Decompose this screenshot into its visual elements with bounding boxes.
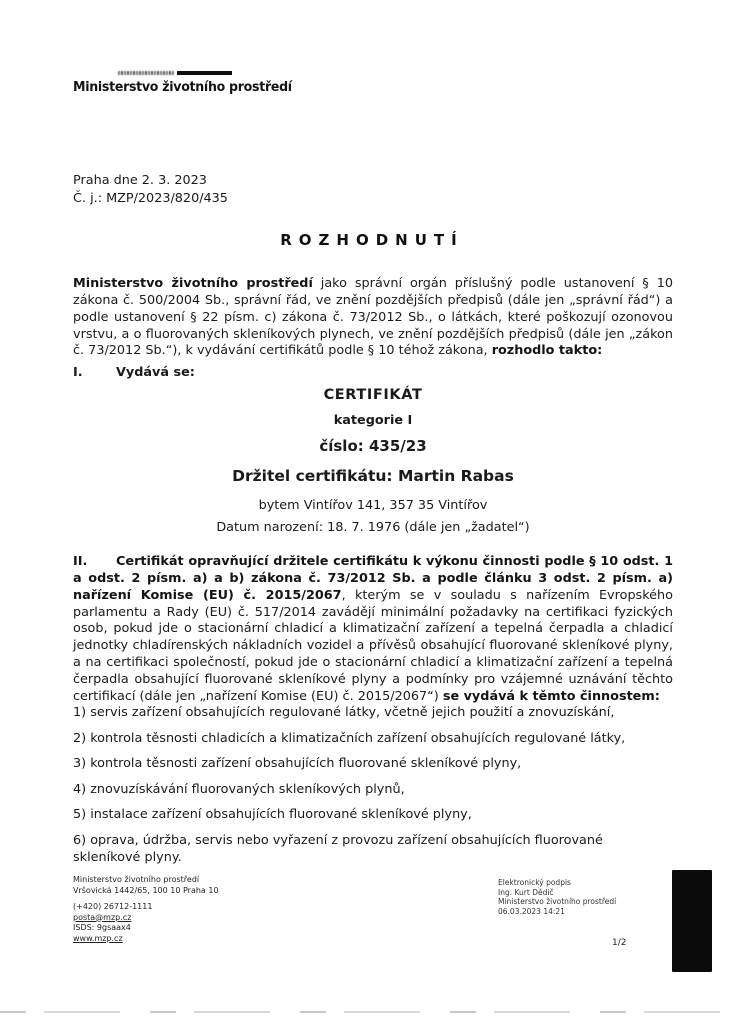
section-2-body: , kterým se v souladu s nařízením Evropského parlamentu a Rady (EU) č. 517/2014 zavádějí minimální požadavky na certifikaci fyzických osob, pokud jde o stacionární chladicí a klimatizační zařízení a tepelná čerpadla a chladicí jednotky chladírenských nákladních vozidel a přívěsů obsahující fluorované skleníkové plyny, a na certifikaci společností, pokud jde o stacionární chladicí a klimatizační zařízení a tepelná čerpadla obsahující fluorované skleníkové plyny a podmínky pro vzájemné uznávání těchto certifikací (dále jen „nařízení Komise (EU) č. 2015/2067“) <box>73 587 673 705</box>
reference-number: Č. j.: MZP/2023/820/435 <box>73 190 228 206</box>
certificate-block <box>73 387 673 535</box>
certificate-holder: Držitel certifikátu: Martin Rabas <box>232 467 514 485</box>
holder-address: bytem Vintířov 141, 357 35 Vintířov <box>258 498 488 513</box>
intro-paragraph <box>73 276 673 361</box>
document-title: ROZHODNUTÍ <box>280 231 464 249</box>
intro-bold-start: Ministerstvo životního prostředí <box>73 275 313 291</box>
signature-org: Ministerstvo životního prostředí <box>498 897 617 906</box>
section-2-paragraph <box>73 554 673 706</box>
section-1-numeral: I. <box>73 365 83 380</box>
section-1-heading <box>73 365 195 380</box>
footer-isds: ISDS: 9gsaax4 <box>73 923 131 932</box>
footer-org-name: Ministerstvo životního prostředí <box>73 875 200 884</box>
redacted-stamp-box <box>672 870 712 972</box>
section-2-bold-start: Certifikát opravňující držitele certifikátu k výkonu činnosti podle § 10 odst. 1 a odst. 2 písm. a) a b) zákona č. 73/2012 Sb. a podle článku 3 odst. 2 písm. a) nařízení Komise (EU) č. 2015/2067 <box>73 553 673 603</box>
footer-web-link: www.mzp.cz <box>73 933 123 943</box>
activities-list <box>73 704 673 874</box>
document-meta <box>73 172 228 207</box>
page-number: 1/2 <box>612 938 627 948</box>
activity-item: 1) servis zařízení obsahujících regulované látky, včetně jejich použití a znovuzískání, <box>73 705 615 720</box>
ministry-logo-text: Ministerstvo životního prostředí <box>73 79 292 95</box>
certificate-category: kategorie I <box>333 413 413 428</box>
activity-item: 2) kontrola těsnosti chladicích a klimatizačních zařízení obsahujících regulované látky, <box>73 730 626 746</box>
section-2-bold-end: se vydává k těmto činnostem: <box>442 689 660 705</box>
logo-bar-icon <box>177 71 232 75</box>
footer-phone: (+420) 26712-1111 <box>73 902 153 911</box>
activity-item: 4) znovuzískávání fluorovaných skleníkových plynů, <box>73 781 405 797</box>
activity-item: 5) instalace zařízení obsahujících fluorované skleníkové plyny, <box>73 807 472 822</box>
section-1-heading-text: Vydává se: <box>116 365 195 380</box>
footer-email-link: posta@mzp.cz <box>73 912 132 922</box>
certificate-title: CERTIFIKÁT <box>323 387 423 403</box>
signature-timestamp: 06.03.2023 14:21 <box>498 906 565 916</box>
footer-org-address: Vršovická 1442/65, 100 10 Praha 10 <box>73 885 219 895</box>
signature-type: Elektronický podpis <box>498 878 571 887</box>
activity-item: 3) kontrola těsnosti zařízení obsahujících fluorované skleníkové plyny, <box>73 756 522 771</box>
holder-birthdate: Datum narození: 18. 7. 1976 (dále jen „žadatel“) <box>216 520 530 535</box>
electronic-signature-block <box>498 878 616 916</box>
intro-body: jako správní orgán příslušný podle ustanovení § 10 zákona č. 500/2004 Sb., správní řád, ve znění pozdějších předpisů (dále jen „správní řád“) a podle ustanovení § 22 písm. c) zákona č. 73/2012 Sb., o látkách, které poškozují ozonovou vrstvu, a o fluorovaných skleníkových plynech, ve znění pozdějších předpisů (dále jen „zákon č. 73/2012 Sb.“), k vydávání certifikátů podle § 10 téhož zákona, <box>73 275 674 359</box>
signature-name: Ing. Kurt Dědič <box>498 887 554 897</box>
place-date: Praha dne 2. 3. 2023 <box>73 173 207 188</box>
activity-item: 6) oprava, údržba, servis nebo vyřazení z provozu zařízení obsahujících fluorované skleníkové plyny. <box>73 832 603 865</box>
scan-edge-artifact <box>0 1011 744 1013</box>
footer-contact-block <box>73 875 219 944</box>
ministry-logo <box>118 70 232 75</box>
logo-smallprint-mark <box>118 71 175 75</box>
intro-bold-end: rozhodlo takto: <box>491 343 603 359</box>
section-2-numeral: II. <box>73 553 88 569</box>
certificate-number: číslo: 435/23 <box>319 437 427 455</box>
